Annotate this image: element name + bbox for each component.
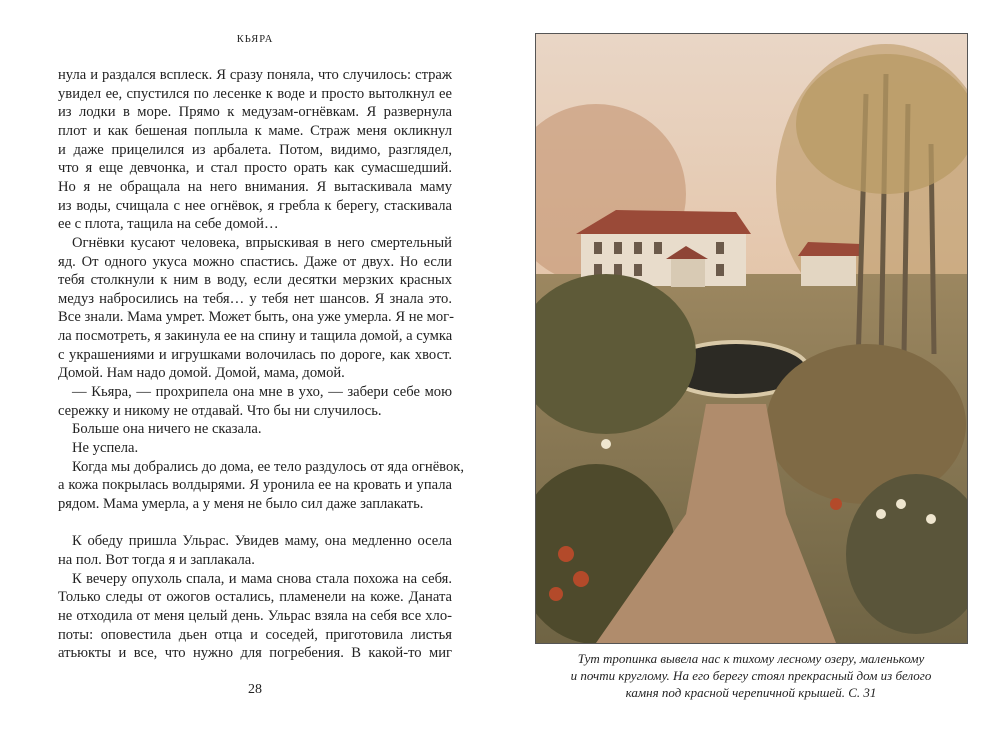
text-line: медуз набросились на тебя… у тебя нет шансов. Я знала это.	[58, 290, 452, 307]
text-line: тебя столкнули к ним в воду, если десятки мерзких красных	[58, 272, 452, 289]
text-line: сережку и никому не отдавай. Что бы ни случилось.	[58, 402, 382, 419]
text-line: что я еще девчонка, и стал просто орать как сумасшедший.	[58, 160, 452, 177]
text-line: из лодки в море. Прямо к медузам-огнёвкам. Я развернула	[58, 104, 452, 121]
text-line: и даже прицелился из арбалета. Потом, видимо, разглядел,	[58, 141, 452, 158]
text-line: яд. От одного укуса можно спастись. Даже от двух. Но если	[58, 253, 452, 270]
text-line: К вечеру опухоль спала, и мама снова стала похожа на себя.	[72, 570, 452, 587]
running-head: КЬЯРА	[236, 34, 274, 45]
text-line: Все знали. Мама умрет. Может быть, она уже умерла. Я не мог-	[58, 309, 455, 326]
text-line: Домой. Нам надо домой. Домой, мама, домой.	[58, 365, 345, 382]
text-line: Огнёвки кусают человека, впрыскивая в него смертельный	[72, 234, 452, 251]
text-line: с украшениями и игрушками волочилась по дороге, как хвост.	[58, 346, 452, 363]
text-line: увидел ее, спустился по лесенке к воде и просто вытолкнул ее	[58, 85, 452, 102]
illustration-caption-line: Тут тропинка вывела нас к тихому лесному озеру, маленькому	[577, 651, 925, 666]
illustration-caption-line: и почти круглому. На его берегу стоял прекрасный дом из белого	[570, 668, 932, 683]
text-line: К обеду пришла Ульрас. Увидев маму, она медленно осела	[72, 533, 452, 550]
text-line: поты: оповестила дьен отца и соседей, приготовила листья	[58, 626, 452, 643]
text-line: Когда мы добрались до дома, ее тело раздулось от яда огнёвок,	[72, 458, 465, 475]
text-line: на пол. Вот тогда я и заплакала.	[58, 551, 255, 568]
page-number: 28	[248, 682, 262, 697]
text-line: плот и как бешеная поплыла к маме. Страж меня окликнул	[58, 122, 452, 139]
illustration-caption-line: камня под красной черепичной крышей. С. 31	[625, 685, 877, 700]
text-line: из воды, счищала с нее огнёвок, я гребла к берегу, стаскивала	[58, 197, 452, 214]
text-line: не отходила от меня целый день. Ульрас взяла на себя все хло-	[58, 607, 452, 624]
illustration-house-by-lake	[535, 33, 968, 644]
text-line: ла посмотреть, я закинула ее на спину и тащила домой, а сумка	[58, 328, 453, 345]
text-line: нула и раздался всплеск. Я сразу поняла, что случилось: страж	[58, 67, 452, 83]
text-line: — Кьяра, — прохрипела она мне в ухо, — забери себе мою	[72, 384, 452, 401]
text-line: ее с плота, тащила на себе домой…	[58, 216, 279, 233]
text-line: Но я не обращала на него внимания. Я вытаскивала маму	[58, 178, 452, 195]
text-line: атьюкты и все, что нужно для погребения. В какой-то миг	[58, 645, 452, 662]
text-line: рядом. Мама умерла, а у меня не было сил даже заплакать.	[58, 495, 424, 512]
text-line: а кожа покрылась волдырями. Я уронила ее на кровать и упала	[58, 477, 452, 494]
text-line: Только следы от ожогов остались, пламенели на коже. Даната	[58, 589, 452, 606]
text-line: Больше она ничего не сказала.	[72, 421, 262, 438]
text-line: Не успела.	[72, 440, 139, 456]
